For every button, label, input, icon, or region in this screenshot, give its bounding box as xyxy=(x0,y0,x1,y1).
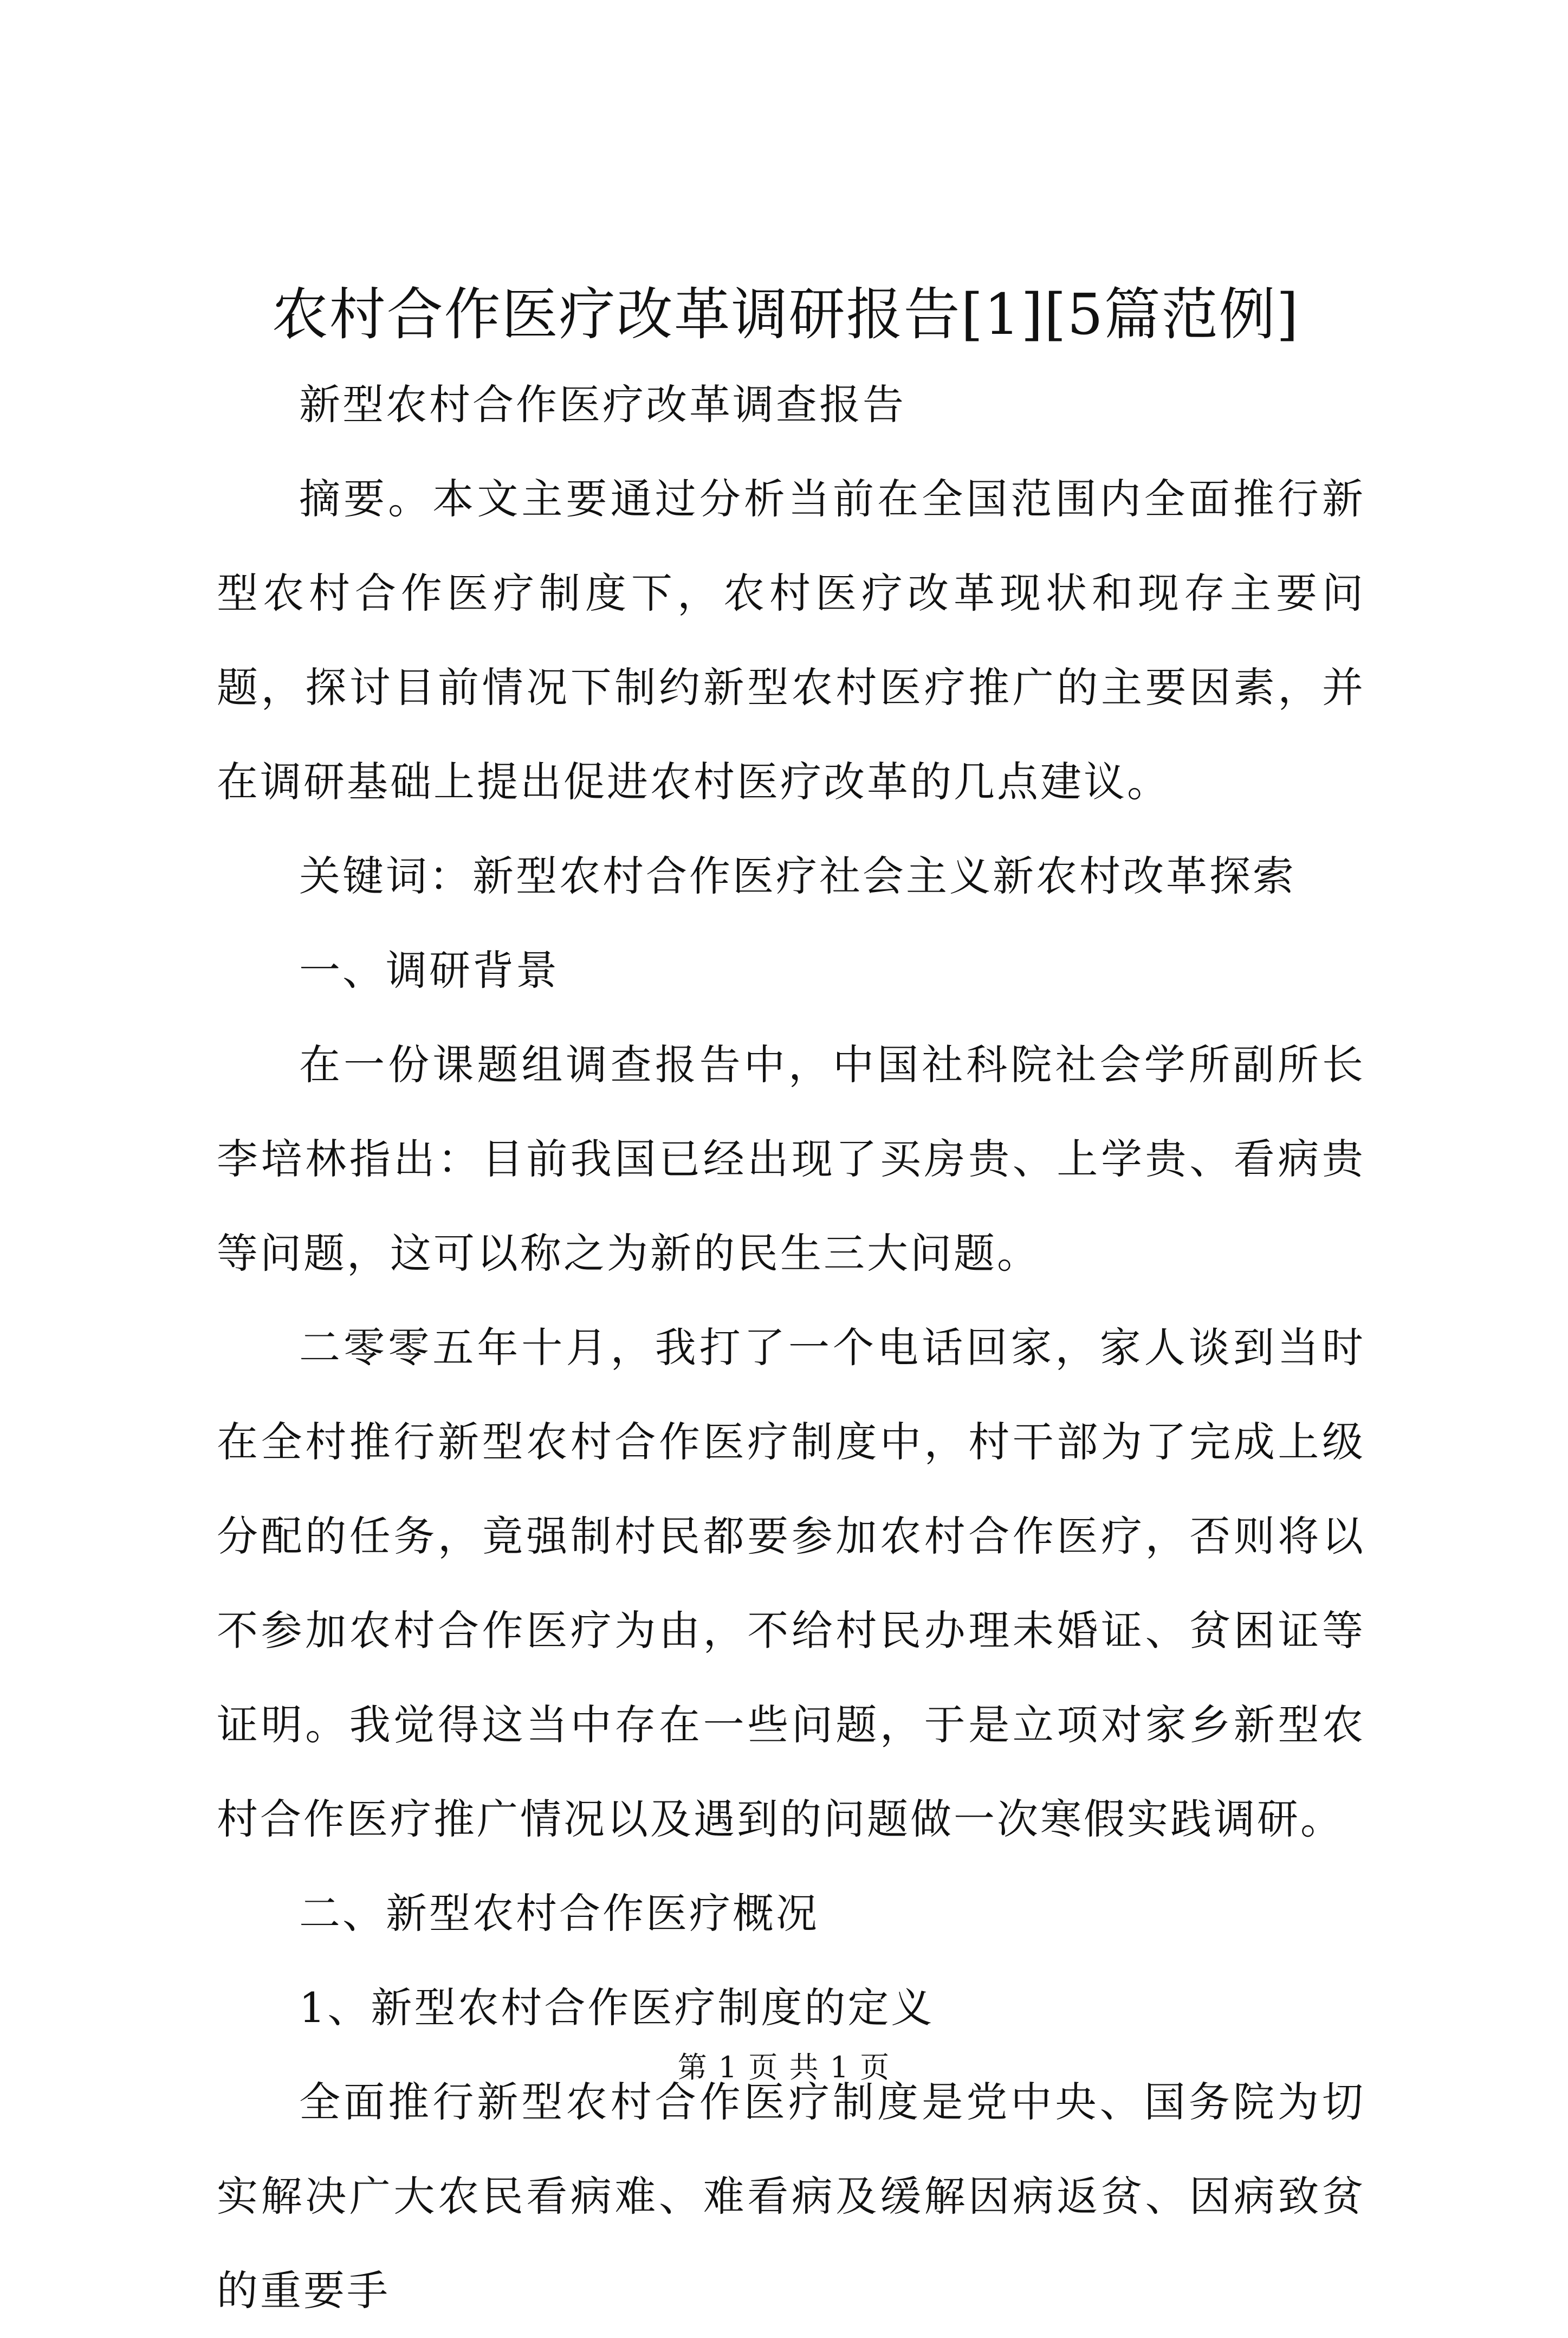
paragraph-keywords: 关键词：新型农村合作医疗社会主义新农村改革探索 xyxy=(299,852,1296,900)
paragraph-abstract: 摘要。本文主要通过分析当前在全国范围内全面推行新型农村合作医疗制度下，农村医疗改革现状和现存主要问题，探讨目前情况下制约新型农村医疗推广的主要因素，并在调研基础上提出促进农村医疗改革的几点建议。 xyxy=(217,475,1365,806)
document-body xyxy=(217,358,1365,2338)
document-title: 农村合作医疗改革调研报告[1][5篇范例] xyxy=(271,281,1300,347)
page-footer: 第 1 页 共 1 页 xyxy=(677,2050,891,2084)
paragraph-background-1: 在一份课题组调查报告中，中国社科院社会学所副所长李培林指出：目前我国已经出现了买房贵、上学贵、看病贵等问题，这可以称之为新的民生三大问题。 xyxy=(217,1041,1365,1277)
heading-research-background: 一、调研背景 xyxy=(299,946,559,994)
heading-definition: 1、新型农村合作医疗制度的定义 xyxy=(299,1984,935,2032)
heading-overview: 二、新型农村合作医疗概况 xyxy=(299,1889,819,1937)
paragraph-subtitle: 新型农村合作医疗改革调查报告 xyxy=(299,380,906,429)
paragraph-definition: 全面推行新型农村合作医疗制度是党中央、国务院为切实解决广大农民看病难、难看病及缓解因病返贫、因病致贫的重要手 xyxy=(217,2078,1365,2315)
paragraph-background-2: 二零零五年十月，我打了一个电话回家，家人谈到当时在全村推行新型农村合作医疗制度中，村干部为了完成上级分配的任务，竟强制村民都要参加农村合作医疗，否则将以不参加农村合作医疗为由，不给村民办理未婚证、贫困证等证明。我觉得这当中存在一些问题，于是立项对家乡新型农村合作医疗推广情况以及遇到的问题做一次寒假实践调研。 xyxy=(217,1323,1365,1843)
